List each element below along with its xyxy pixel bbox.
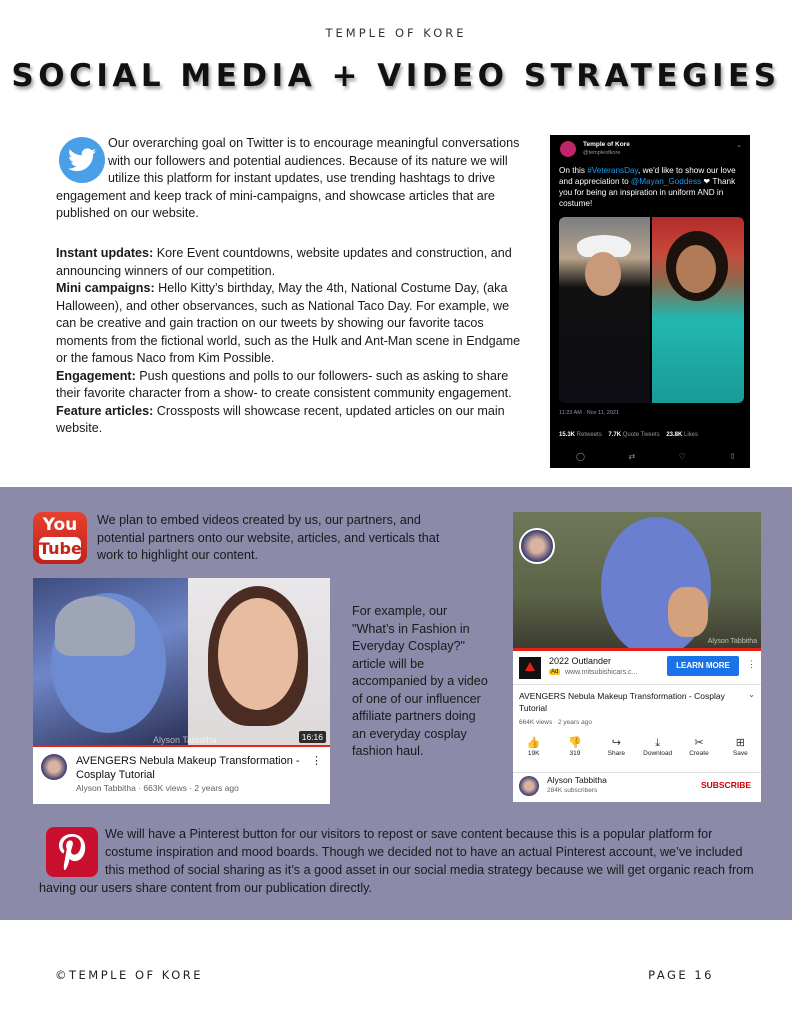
create-icon: ✂: [694, 737, 704, 749]
tweet-text: On this #VeteransDay, we'd like to show our love and appreciation to @Mayan_Goddess ❤ Thank you for being an inspiration in uniform AND in costume!: [559, 166, 736, 208]
ad-title: 2022 Outlander: [549, 656, 612, 666]
footer-brand: ©TEMPLE OF KORE: [55, 968, 204, 982]
youtube-intro: We plan to embed videos created by us, our partners, and potential partners onto our website, articles, and verticals that work to highlight our content.: [97, 513, 440, 562]
video-meta: Alyson Tabbitha · 663K views · 2 years ago: [76, 783, 239, 793]
ad-url: www.mitsubishicars.c...: [565, 669, 638, 676]
learn-more-button: LEARN MORE: [667, 656, 739, 676]
strategy-item: Feature articles: Crossposts will showcase recent, updated articles on our main website.: [56, 403, 505, 435]
dislike-action: 👎 319: [555, 737, 595, 757]
tweet-avatar: [560, 141, 576, 157]
mobile-video-frame: Alyson Tabbitha: [513, 512, 761, 650]
share-action: ↪ Share: [596, 737, 636, 757]
more-options-icon: ⋮: [747, 659, 756, 669]
pinterest-text: We will have a Pinterest button for our visitors to repost or save content because this is a popular platform for costume inspiration and mood boards. Though we decided not to have an actual Pinterest account, we’ve included this method of social sharing as it’s a good asset in our social media strategy because we will get organic reach from having our users share content from our publication directly.: [39, 827, 754, 895]
ad-badge: Ad: [551, 669, 559, 675]
thumbs-down-icon: 👎: [568, 737, 582, 749]
header-brand: TEMPLE OF KORE: [325, 26, 467, 40]
tweet-author: Temple of Kore: [583, 141, 630, 148]
tweet-timestamp: 11:23 AM · Nov 11, 2021: [559, 410, 620, 416]
twitter-intro: Our overarching goal on Twitter is to encourage meaningful conversations with our followers and potential audiences. Because of its nature we will utilize this platform for instant updates, use trending hashtags to drive engagement and keep track of mini-campaigns, and showcase articles that are published on our website.: [56, 136, 520, 220]
reply-icon: ◯: [576, 452, 585, 461]
twitter-strategy-list: [56, 245, 526, 438]
save-action: ⊞ Save: [720, 737, 760, 757]
download-icon: ⤓: [655, 737, 661, 749]
more-options-icon: ⋮: [311, 755, 322, 767]
tweet-handle: @templeofkore: [583, 150, 621, 156]
video-title: AVENGERS Nebula Makeup Transformation - Cosplay Tutorial: [76, 755, 300, 781]
tweet-photo-uniform: [559, 217, 650, 403]
save-icon: ⊞: [735, 737, 745, 749]
example-text: For example, our "What’s in Fashion in Everyday Cosplay?" article will be accompanied by a video of one of our influencer affiliate partners doing an everyday cosplay fashion haul.: [352, 604, 488, 758]
video-card: [33, 578, 330, 804]
strategy-item: Instant updates: Kore Event countdowns, website updates and construction, and announcing winners of our competition.: [56, 246, 512, 278]
channel-name: Alyson Tabbitha: [547, 775, 607, 785]
strategy-item: Mini campaigns: Hello Kitty’s birthday, May the 4th, National Costume Day, (aka Halloween), and other observances, such as National Taco Day. For example, we can be creative and gain traction on our tweets by showing our favorite tacos moments from the fictional world, such as the Hulk and Ant-Man scene in Endgame or the famous Naco from Kim Possible.: [56, 281, 521, 365]
page-number: PAGE 16: [648, 968, 714, 982]
page-title: SOCIAL MEDIA + VIDEO STRATEGIES: [11, 58, 781, 94]
youtube-icon: You Tube: [33, 512, 87, 564]
share-icon: ⇧: [729, 452, 736, 461]
download-action: ⤓ Download: [638, 737, 678, 757]
tweet-photo-costume: [652, 217, 744, 403]
chevron-down-icon: ⌄: [748, 690, 755, 699]
tweet-stats: 15.3K Retweets 7.7K Quote Tweets 23.8K Likes: [559, 432, 699, 438]
share-icon: ↪: [611, 737, 621, 749]
like-action: 👍 19K: [514, 737, 554, 757]
mobile-video-title: AVENGERS Nebula Makeup Transformation - Cosplay Tutorial: [519, 691, 725, 713]
mobile-video-screenshot: [513, 512, 761, 802]
tweet-card: [550, 135, 750, 468]
channel-avatar: [41, 754, 67, 780]
mobile-video-meta: 664K views · 2 years ago: [519, 719, 592, 726]
chevron-down-icon: ⌄: [736, 142, 742, 149]
subscribe-button: SUBSCRIBE: [700, 780, 751, 790]
create-action: ✂ Create: [679, 737, 719, 757]
thumbs-up-icon: 👍: [526, 737, 541, 749]
like-icon: ♡: [678, 452, 686, 461]
channel-avatar: [519, 776, 539, 796]
video-duration: 16:16: [299, 731, 326, 743]
tweet-actions: [576, 452, 736, 461]
video-action-row: [513, 737, 761, 757]
strategy-item: Engagement: Push questions and polls to our followers- such as asking to share their favorite character from a show- to create consistent community engagement.: [56, 368, 512, 400]
video-thumbnail: Alyson Tabbitha 16:16: [33, 578, 330, 747]
mitsubishi-logo: [519, 657, 541, 679]
subscriber-count: 284K subscribers: [547, 787, 598, 794]
retweet-icon: ⇄: [628, 452, 636, 461]
